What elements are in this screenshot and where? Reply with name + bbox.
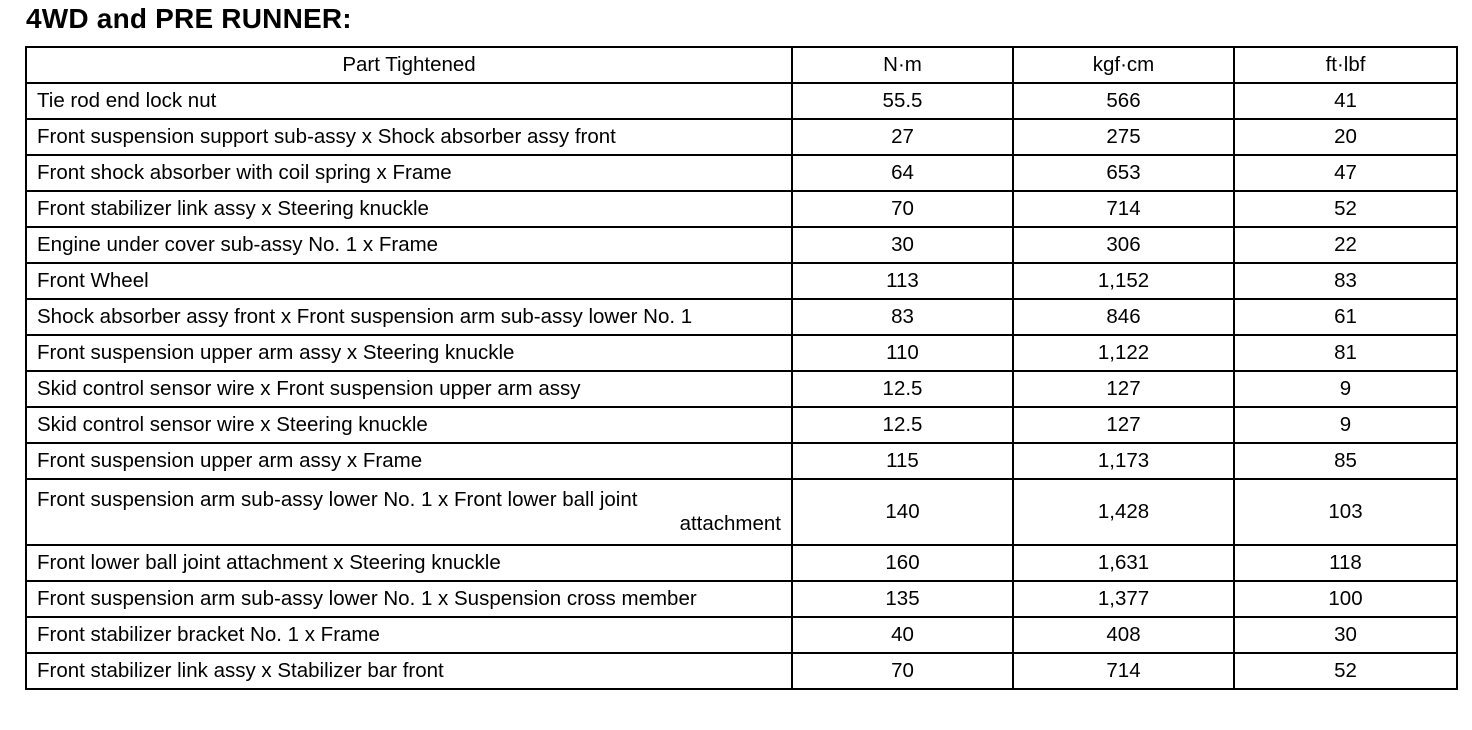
nm-cell: 160 [792,545,1013,581]
kgfcm-cell: 653 [1013,155,1234,191]
header-part-tightened: Part Tightened [26,47,792,83]
part-cell: Front Wheel [26,263,792,299]
ftlbf-cell: 9 [1234,407,1457,443]
kgfcm-cell: 846 [1013,299,1234,335]
kgfcm-cell: 275 [1013,119,1234,155]
part-cell: Front suspension support sub-assy x Shock absorber assy front [26,119,792,155]
nm-cell: 115 [792,443,1013,479]
header-ftlbf: ft·lbf [1234,47,1457,83]
kgfcm-cell: 1,377 [1013,581,1234,617]
table-row [26,83,1457,119]
ftlbf-cell: 103 [1234,479,1457,545]
nm-cell: 30 [792,227,1013,263]
table-row [26,581,1457,617]
kgfcm-cell: 1,122 [1013,335,1234,371]
header-nm: N·m [792,47,1013,83]
table-row [26,263,1457,299]
kgfcm-cell: 1,631 [1013,545,1234,581]
nm-cell: 55.5 [792,83,1013,119]
table-row [26,119,1457,155]
table-row [26,191,1457,227]
table-row [26,227,1457,263]
nm-cell: 27 [792,119,1013,155]
part-cell: Tie rod end lock nut [26,83,792,119]
header-kgfcm: kgf·cm [1013,47,1234,83]
torque-spec-table [25,46,1458,690]
table-row [26,299,1457,335]
nm-cell: 64 [792,155,1013,191]
part-cell: Engine under cover sub-assy No. 1 x Frame [26,227,792,263]
part-cell: Front suspension upper arm assy x Steering knuckle [26,335,792,371]
part-cell-line-1: Front suspension arm sub-assy lower No. 1 x Front lower ball joint [37,488,638,511]
table-row [26,443,1457,479]
kgfcm-cell: 306 [1013,227,1234,263]
kgfcm-cell: 1,428 [1013,479,1234,545]
table-row [26,371,1457,407]
ftlbf-cell: 41 [1234,83,1457,119]
nm-cell: 83 [792,299,1013,335]
table-row [26,653,1457,689]
part-cell: Front stabilizer link assy x Steering knuckle [26,191,792,227]
ftlbf-cell: 118 [1234,545,1457,581]
nm-cell: 12.5 [792,407,1013,443]
part-cell: Shock absorber assy front x Front suspension arm sub-assy lower No. 1 [26,299,792,335]
part-cell: Front lower ball joint attachment x Steering knuckle [26,545,792,581]
table-row [26,335,1457,371]
kgfcm-cell: 714 [1013,653,1234,689]
ftlbf-cell: 61 [1234,299,1457,335]
table-row [26,407,1457,443]
part-cell: Front stabilizer link assy x Stabilizer bar front [26,653,792,689]
ftlbf-cell: 52 [1234,191,1457,227]
kgfcm-cell: 127 [1013,371,1234,407]
ftlbf-cell: 85 [1234,443,1457,479]
ftlbf-cell: 22 [1234,227,1457,263]
ftlbf-cell: 30 [1234,617,1457,653]
kgfcm-cell: 127 [1013,407,1234,443]
kgfcm-cell: 1,173 [1013,443,1234,479]
part-cell [26,479,792,545]
part-cell-line-2: attachment [679,512,781,535]
ftlbf-cell: 9 [1234,371,1457,407]
kgfcm-cell: 408 [1013,617,1234,653]
table-row [26,545,1457,581]
kgfcm-cell: 566 [1013,83,1234,119]
page-title: 4WD and PRE RUNNER: [26,3,352,34]
nm-cell: 70 [792,653,1013,689]
ftlbf-cell: 83 [1234,263,1457,299]
nm-cell: 135 [792,581,1013,617]
part-cell: Skid control sensor wire x Steering knuckle [26,407,792,443]
table-header-row [26,47,1457,83]
part-cell: Front shock absorber with coil spring x Frame [26,155,792,191]
nm-cell: 110 [792,335,1013,371]
nm-cell: 40 [792,617,1013,653]
ftlbf-cell: 52 [1234,653,1457,689]
part-cell: Front stabilizer bracket No. 1 x Frame [26,617,792,653]
nm-cell: 113 [792,263,1013,299]
ftlbf-cell: 100 [1234,581,1457,617]
nm-cell: 140 [792,479,1013,545]
kgfcm-cell: 714 [1013,191,1234,227]
table-row [26,479,1457,545]
table-row [26,155,1457,191]
part-cell: Front suspension upper arm assy x Frame [26,443,792,479]
part-cell: Front suspension arm sub-assy lower No. 1 x Suspension cross member [26,581,792,617]
table-row [26,617,1457,653]
ftlbf-cell: 47 [1234,155,1457,191]
part-cell: Skid control sensor wire x Front suspension upper arm assy [26,371,792,407]
nm-cell: 12.5 [792,371,1013,407]
ftlbf-cell: 81 [1234,335,1457,371]
ftlbf-cell: 20 [1234,119,1457,155]
nm-cell: 70 [792,191,1013,227]
kgfcm-cell: 1,152 [1013,263,1234,299]
